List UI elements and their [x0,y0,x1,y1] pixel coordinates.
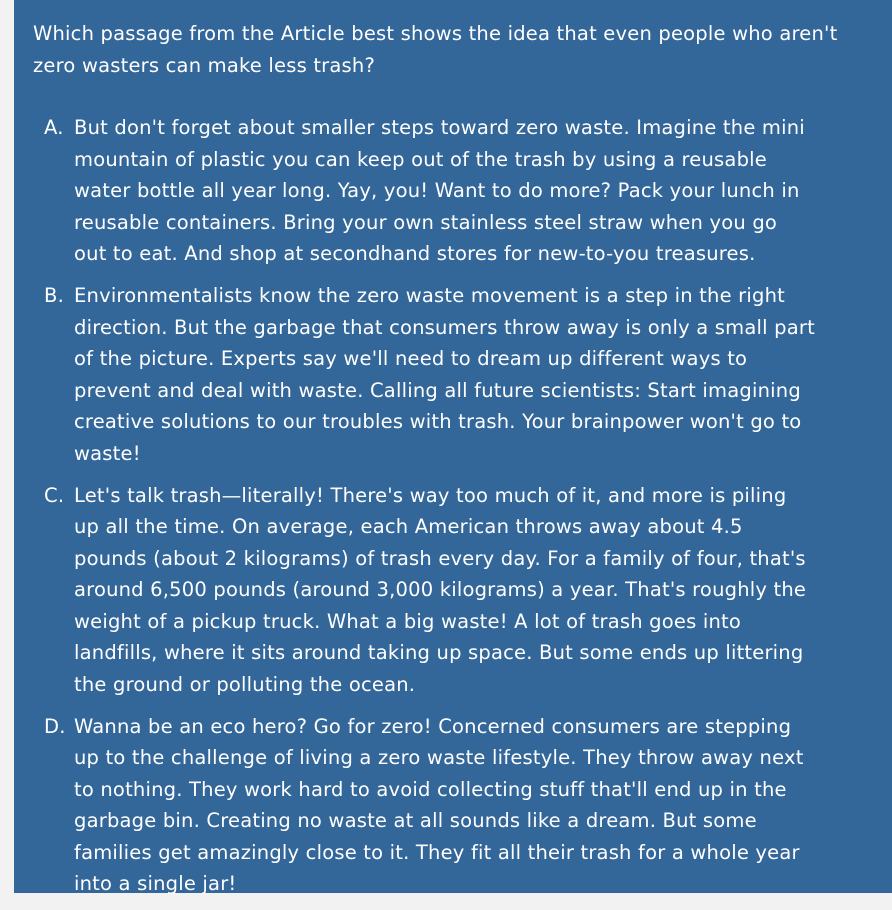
question-line: Which passage from the Article best shows the idea that even people who aren't [33,22,838,45]
option-line: prevent and deal with waste. Calling all future scientists: Start imagining [74,378,801,402]
option-line: around 6,500 pounds (around 3,000 kilograms) a year. That's roughly the [74,578,807,601]
option-line: creative solutions to our troubles with trash. Your brainpower won't go to [74,410,802,433]
option-letter: A. [44,116,64,139]
answer-option-c[interactable] [44,480,884,701]
option-line: pounds (about 2 kilograms) of trash every day. For a family of four, that's [74,546,806,570]
option-text [74,280,815,469]
option-line: up to the challenge of living a zero waste lifestyle. They throw away next [74,746,804,769]
option-line: reusable containers. Bring your own stainless steel straw when you go [74,210,778,234]
option-line: the ground or polluting the ocean. [74,672,416,696]
answer-option-d[interactable] [44,711,884,900]
option-line: weight of a pickup truck. What a big waste! A lot of trash goes into [74,609,742,633]
option-line: into a single jar! [74,872,237,895]
option-line: of the picture. Experts say we'll need to dream up different ways to [74,347,748,370]
option-letter: B. [44,284,64,307]
answer-option-a[interactable] [44,112,884,270]
option-line: up all the time. On average, each American throws away about 4.5 [74,515,743,538]
option-line: Wanna be an eco hero? Go for zero! Concerned consumers are stepping [74,714,792,738]
option-line: waste! [74,441,141,465]
option-text [74,711,804,900]
option-line: mountain of plastic you can keep out of the trash by using a reusable [74,147,767,171]
option-line: families get amazingly close to it. They fit all their trash for a whole year [74,840,800,864]
option-line: But don't forget about smaller steps toward zero waste. Imagine the mini [74,116,805,139]
option-line: Let's talk trash—literally! There's way too much of it, and more is piling [74,483,787,507]
question-line: zero wasters can make less trash? [33,53,376,77]
option-line: direction. But the garbage that consumers throw away is only a small part [74,315,815,339]
option-line: Environmentalists know the zero waste movement is a step in the right [74,284,785,307]
option-line: landfills, where it sits around taking up space. But some ends up littering [74,641,804,664]
answer-option-b[interactable] [44,280,884,469]
option-letter: D. [44,714,66,738]
option-text [74,112,805,270]
option-line: to nothing. They work hard to avoid collecting stuff that'll end up in the [74,777,787,801]
question-panel [14,0,892,893]
option-line: out to eat. And shop at secondhand stores for new-to-you treasures. [74,242,756,265]
option-letter: C. [44,483,65,507]
option-line: garbage bin. Creating no waste at all sounds like a dream. But some [74,809,757,832]
option-line: water bottle all year long. Yay, you! Want to do more? Pack your lunch in [74,179,800,202]
option-text [74,480,806,701]
question-text [33,18,837,81]
answer-options [44,112,884,910]
